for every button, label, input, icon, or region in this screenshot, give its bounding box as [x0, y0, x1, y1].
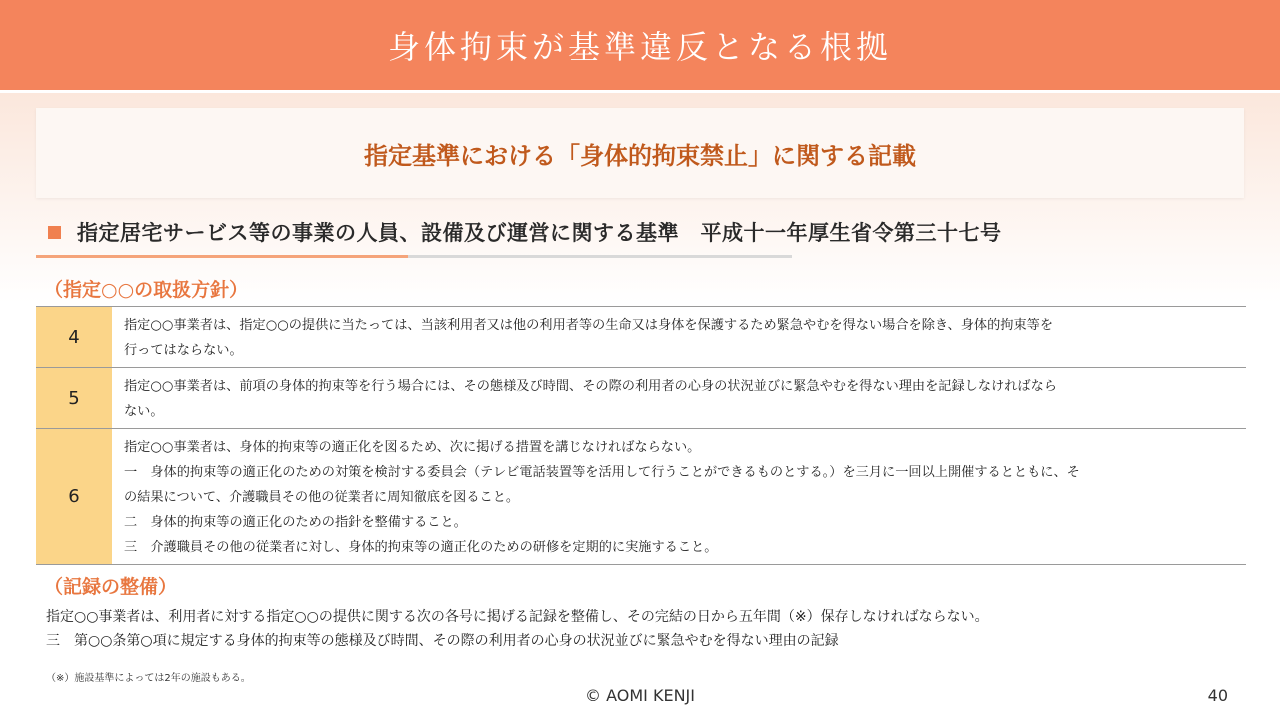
table-row [36, 429, 1246, 565]
row-text [112, 307, 1246, 368]
row-number: 6 [36, 429, 112, 565]
section-heading-text: 指定居宅サービス等の事業の人員、設備及び運営に関する基準 平成十一年厚生省令第三十七号 [77, 221, 1002, 245]
row-line: 指定○○事業者は、前項の身体的拘束等を行う場合には、その態様及び時間、その際の利用者の心身の状況並びに緊急やむを得ない理由を記録しなければなら [124, 379, 1057, 394]
row-number: 5 [36, 368, 112, 429]
row-line: 一 身体的拘束等の適正化のための対策を検討する委員会（テレビ電話装置等を活用して行うことができるものとする。）を三月に一回以上開催するとともに、そ [124, 465, 1080, 480]
row-line: の結果について、介護職員その他の従業者に周知徹底を図ること。 [124, 490, 520, 505]
records-line-2: 三 第○○条第○項に規定する身体的拘束等の態様及び時間、その際の利用者の心身の状況並びに緊急やむを得ない理由の記録 [46, 633, 839, 649]
row-line: 指定○○事業者は、指定○○の提供に当たっては、当該利用者又は他の利用者等の生命又は身体を保護するため緊急やむを得ない場合を除き、身体的拘束等を [124, 318, 1054, 333]
records-heading: （記録の整備） [44, 576, 178, 598]
records-line-1: 指定○○事業者は、利用者に対する指定○○の提供に関する次の各号に掲げる記録を整備し、その完結の日から五年間（※）保存しなければならない。 [46, 609, 989, 625]
row-number: 4 [36, 307, 112, 368]
copyright: © AOMI KENJI [585, 686, 695, 705]
row-line: 行ってはならない。 [124, 343, 243, 358]
table-row [36, 368, 1246, 429]
subtitle-box [36, 108, 1244, 198]
slide-title: 身体拘束が基準違反となる根拠 [387, 28, 892, 66]
row-text [112, 368, 1246, 429]
heading-rule-orange [36, 255, 408, 258]
section-heading [48, 216, 1002, 248]
table-row [36, 307, 1246, 368]
subtitle-text: 指定基準における「身体的拘束禁止」に関する記載 [364, 141, 916, 170]
heading-rule-gray [408, 255, 792, 258]
page-number: 40 [1207, 686, 1228, 705]
row-line: ない。 [124, 404, 164, 419]
square-bullet-icon [48, 226, 61, 239]
policy-table [36, 306, 1246, 565]
policy-heading: （指定○○の取扱方針） [44, 279, 249, 301]
row-line: 三 介護職員その他の従業者に対し、身体的拘束等の適正化のための研修を定期的に実施すること。 [124, 540, 718, 555]
row-line: 二 身体的拘束等の適正化のための指針を整備すること。 [124, 515, 467, 530]
footnote: （※）施設基準によっては2年の施設もある。 [46, 673, 251, 684]
row-text [112, 429, 1246, 565]
row-line: 指定○○事業者は、身体的拘束等の適正化を図るため、次に掲げる措置を講じなければならない。 [124, 440, 701, 455]
slide-header [0, 0, 1280, 90]
